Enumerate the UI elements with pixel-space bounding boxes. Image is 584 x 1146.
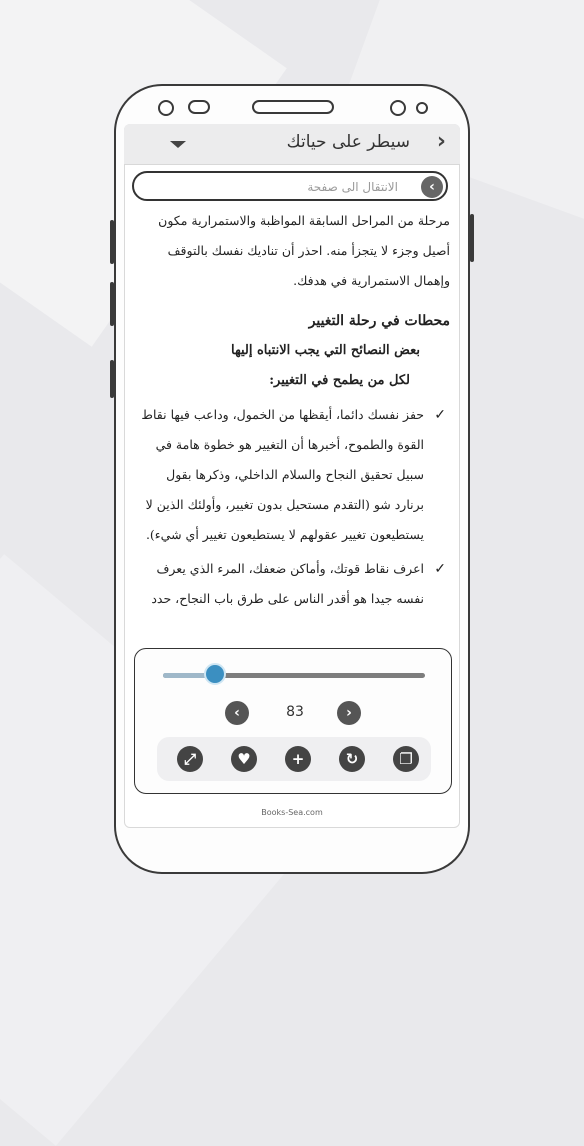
chevron-right-icon[interactable]: › — [337, 701, 361, 725]
reader-toolbar — [157, 737, 431, 781]
paragraph: مرحلة من المراحل السابقة المواظبة والاستمرارية مكون أصيل وجزء لا يتجزأ منه. احذر أن تناديك نفسك بالتوقف وإهمال الاستمرارية في هدفك. — [158, 213, 450, 288]
heart-icon[interactable]: ♥ — [231, 746, 257, 772]
app-title: سيطر على حياتك — [286, 132, 410, 152]
page-number: 83 — [286, 704, 304, 720]
page-slider-thumb[interactable] — [204, 663, 226, 685]
page-slider-track[interactable] — [163, 673, 425, 678]
power-button — [470, 214, 474, 262]
volume-button — [110, 282, 114, 326]
chevron-right-icon[interactable]: › — [436, 129, 446, 154]
footer-credit: Books-Sea.com — [261, 808, 323, 817]
refresh-icon[interactable]: ↻ — [339, 746, 365, 772]
subheading: لكل من يطمح في التغيير: — [269, 373, 410, 388]
subheading: بعض النصائح التي يجب الانتباه إليها — [230, 343, 420, 358]
copy-icon[interactable]: ❐ — [393, 746, 419, 772]
shrink-icon[interactable]: ⤢ — [177, 746, 203, 772]
plus-icon[interactable]: + — [285, 746, 311, 772]
volume-button — [110, 220, 114, 264]
section-heading: محطات في رحلة التغيير — [308, 313, 450, 329]
earpiece-speaker — [252, 100, 334, 114]
page-navigator — [135, 701, 453, 727]
go-to-page-bar — [132, 171, 448, 201]
list-item — [134, 554, 450, 614]
checkmark-icon: ✓ — [434, 561, 446, 577]
list-item-text: حفز نفسك دائما، أيقظها من الخمول، وداعب فيها نقاط القوة والطموح، أخبرها أن التغيير هو خطوة هامة في سبيل تحقيق النجاح والسلام الداخلي، وذكرها بقول برنارد شو (التقدم مستحيل بدون تغيير، وأولئك الذين لا يستطيعون تغيير عقولهم لا يستطيعون تغيير أي شيء). — [141, 407, 424, 542]
side-button — [110, 360, 114, 398]
page-number-input[interactable] — [146, 177, 400, 197]
sensor — [416, 102, 428, 114]
chevron-left-icon[interactable]: ‹ — [421, 176, 443, 198]
chevron-left-icon[interactable]: ‹ — [225, 701, 249, 725]
app-header — [124, 124, 460, 165]
reader-controls — [134, 648, 452, 794]
dropdown-triangle-icon[interactable] — [170, 141, 186, 148]
list-item — [134, 400, 450, 550]
list-item-text: اعرف نقاط قوتك، وأماكن ضعفك، المرء الذي يعرف نفسه جيدا هو أقدر الناس على طرق باب النجاح، حدد — [151, 561, 424, 606]
sensor — [188, 100, 210, 114]
front-camera — [158, 100, 174, 116]
app-screen — [124, 124, 460, 828]
sensor — [390, 100, 406, 116]
book-page — [134, 206, 450, 646]
checkmark-icon: ✓ — [434, 407, 446, 423]
